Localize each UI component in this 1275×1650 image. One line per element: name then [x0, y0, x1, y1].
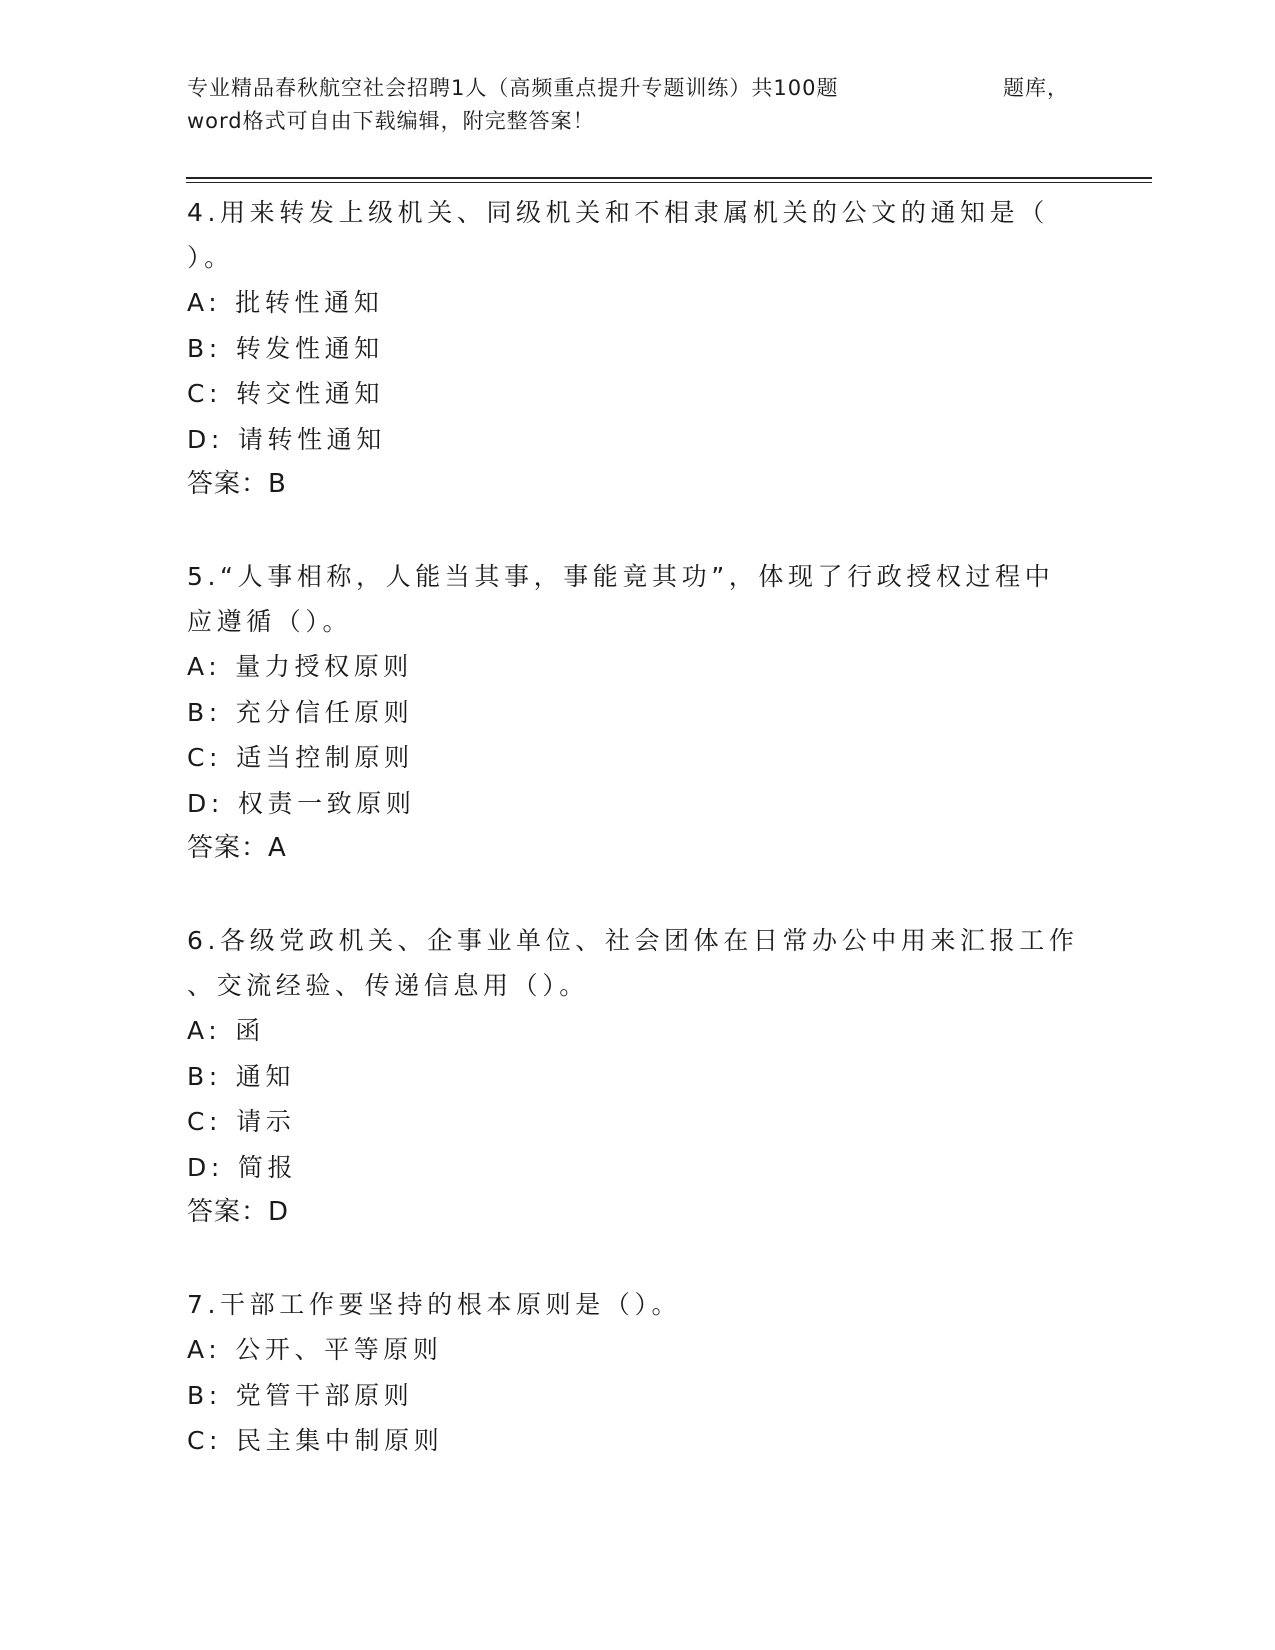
answer-line: 答案：A [187, 833, 287, 863]
option-letter: C: [187, 743, 223, 772]
option-text: 量力授权原则 [235, 652, 413, 681]
option-text: 批转性通知 [235, 288, 384, 317]
question-stem-line: 7.干部工作要坚持的根本原则是（）。 [187, 1290, 682, 1319]
question-5 [187, 554, 1087, 871]
option-c [187, 1418, 1087, 1464]
question-4 [187, 190, 1087, 507]
document-header [187, 72, 1087, 138]
question-7 [187, 1282, 1087, 1464]
answer-line: 答案：D [187, 1197, 290, 1227]
option-text: 公开、平等原则 [235, 1335, 443, 1364]
option-letter: D: [187, 788, 224, 818]
header-subtitle-line: word格式可自由下载编辑，附完整答案！ [187, 109, 595, 133]
option-a [187, 644, 1087, 690]
question-stem-line: 、交流经验、传递信息用（）。 [187, 971, 589, 1000]
option-d [187, 417, 1087, 463]
option-text: 民主集中制原则 [236, 1426, 444, 1455]
option-letter: C: [187, 1107, 223, 1136]
question-stem-line: ）。 [187, 243, 234, 272]
option-letter: A: [187, 652, 222, 681]
option-a [187, 280, 1087, 326]
option-c [187, 735, 1087, 781]
option-letter: B: [187, 697, 222, 727]
option-letter: B: [187, 333, 222, 363]
option-a [187, 1327, 1087, 1373]
option-b [187, 1054, 1087, 1100]
option-letter: A: [187, 1016, 222, 1045]
option-letter: A: [187, 1335, 222, 1364]
option-text: 转交性通知 [236, 379, 385, 408]
option-text: 转发性通知 [235, 333, 384, 363]
option-letter: B: [187, 1061, 222, 1091]
answer-line: 答案：B [187, 469, 287, 499]
header-title-tail: 题库， [1003, 76, 1069, 100]
option-letter: C: [187, 379, 223, 408]
option-d [187, 781, 1087, 827]
question-stem-line: 应遵循（）。 [187, 607, 353, 636]
option-text: 党管干部原则 [235, 1380, 414, 1410]
option-c [187, 371, 1087, 417]
option-text: 简报 [237, 1152, 298, 1182]
option-letter: B: [187, 1380, 222, 1410]
option-text: 适当控制原则 [236, 743, 414, 772]
header-divider-thick [186, 177, 1152, 179]
option-letter: D: [187, 1152, 224, 1182]
question-6 [187, 918, 1087, 1235]
option-b [187, 690, 1087, 736]
option-text: 函 [235, 1016, 265, 1045]
option-text: 请转性通知 [237, 424, 386, 454]
option-text: 权责一致原则 [237, 788, 416, 818]
option-d [187, 1145, 1087, 1191]
option-text: 通知 [235, 1061, 295, 1091]
question-stem-line: 5.“人事相称，人能当其事，事能竟其功”，体现了行政授权过程中 [187, 562, 1055, 591]
option-c [187, 1099, 1087, 1145]
header-title-line: 专业精品春秋航空社会招聘1人（高频重点提升专题训练）共100题 [187, 76, 839, 100]
question-list [187, 190, 1087, 1464]
header-divider-thin [186, 182, 1152, 183]
option-letter: A: [187, 288, 222, 317]
question-stem-line: 4.用来转发上级机关、同级机关和不相隶属机关的公文的通知是（ [187, 198, 1049, 227]
question-stem-line: 6.各级党政机关、企事业单位、社会团体在日常办公中用来汇报工作 [187, 926, 1079, 955]
option-b [187, 1373, 1087, 1419]
option-text: 请示 [236, 1107, 296, 1136]
option-b [187, 326, 1087, 372]
option-a [187, 1008, 1087, 1054]
option-letter: D: [187, 424, 224, 454]
option-letter: C: [187, 1426, 223, 1455]
option-text: 充分信任原则 [235, 697, 414, 727]
